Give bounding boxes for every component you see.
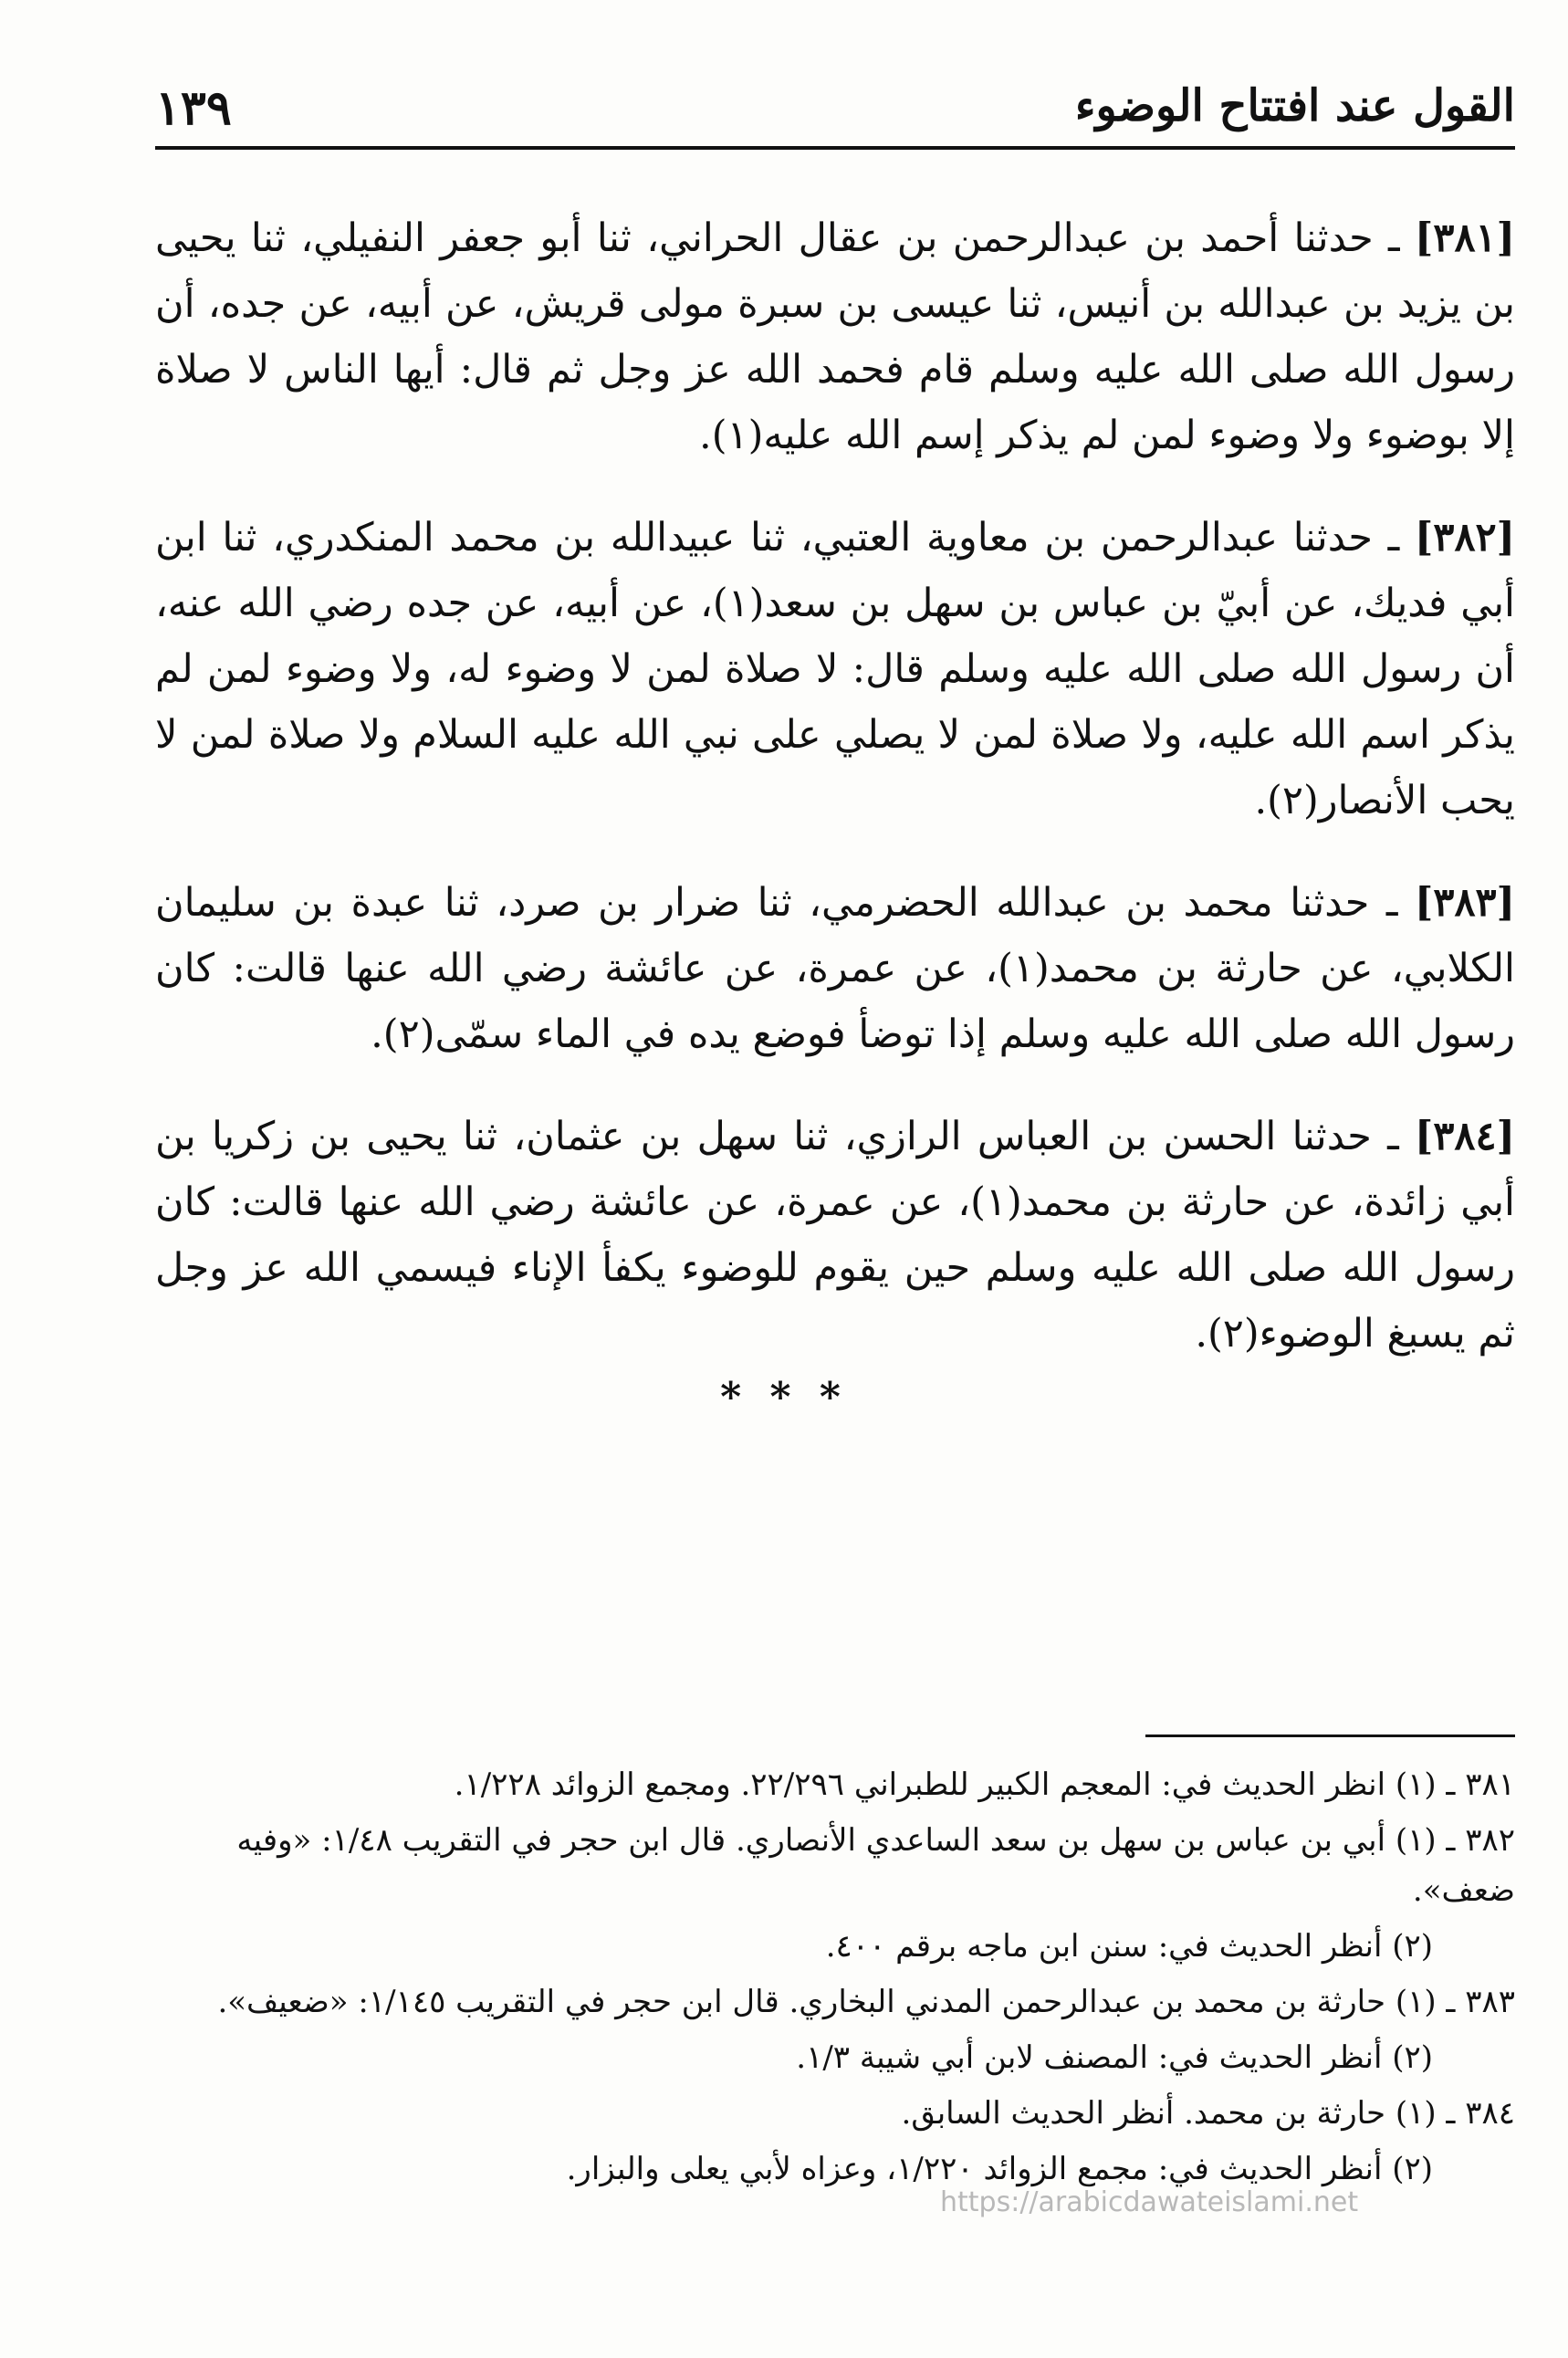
hadith-entry xyxy=(155,870,1515,1067)
hadith-text: ـ حدثنا أحمد بن عبدالرحمن بن عقال الحراني، ثنا أبو جعفر النفيلي، ثنا يحيى بن يزيد بن عبدالله بن أنيس، ثنا عيسى بن سبرة مولى قريش، عن أبيه، عن جده، أن رسول الله صلى الله عليه وسلم قام فحمد الله عز وجل ثم قال: أيها الناس لا صلاة إلا بوضوء ولا وضوء لمن لم يذكر إسم الله عليه(١). xyxy=(155,215,1515,458)
footnote: ٣٨٣ ـ (١) حارثة بن محمد بن عبدالرحمن المدني البخاري. قال ابن حجر في التقريب ١/١٤٥: «ضعيف». xyxy=(217,1984,1515,2020)
hadith-number: [٣٨٤] xyxy=(1414,1114,1515,1159)
footnote: (٢) أنظر الحديث في: مجمع الزوائد ١/٢٢٠، وعزاه لأبي يعلى والبزار. xyxy=(566,2151,1433,2187)
footnotes xyxy=(155,1760,1515,2200)
page-number: ١٣٩ xyxy=(155,80,232,136)
footnote: (٢) أنظر الحديث في: المصنف لابن أبي شيبة ١/٣. xyxy=(796,2039,1433,2076)
footnote-rule xyxy=(1145,1734,1515,1737)
hadith-entry xyxy=(155,505,1515,833)
watermark: https://arabicdawateislami.net xyxy=(940,2186,1359,2218)
footnote: ٣٨٤ ـ (١) حارثة بن محمد. أنظر الحديث السابق. xyxy=(901,2095,1515,2132)
hadith-text: ـ حدثنا الحسن بن العباس الرازي، ثنا سهل بن عثمان، ثنا يحيى بن زكريا بن أبي زائدة، عن حارثة بن محمد(١)، عن عمرة، عن عائشة رضي الله عنها قالت: كان رسول الله صلى الله عليه وسلم حين يقوم للوضوء يكفأ الإناء فيسمي الله عز وجل ثم يسبغ الوضوء(٢). xyxy=(155,1114,1516,1357)
hadith-entry xyxy=(155,205,1515,468)
footnote: (٢) أنظر الحديث في: سنن ابن ماجه برقم ٤٠٠. xyxy=(825,1928,1433,1965)
hadith-body xyxy=(155,205,1515,1403)
hadith-number: [٣٨١] xyxy=(1414,215,1515,261)
hadith-text: ـ حدثنا عبدالرحمن بن معاوية العتبي، ثنا عبيدالله بن محمد المنكدري، ثنا ابن أبي فديك، عن أبيّ بن عباس بن سهل بن سعد(١)، عن أبيه، عن جده رضي الله عنه، أن رسول الله صلى الله عليه وسلم قال: لا صلاة لمن لا وضوء له، ولا وضوء لمن لم يذكر اسم الله عليه، ولا صلاة لمن لا يصلي على نبي الله عليه السلام ولا صلاة لمن لا يحب الأنصار(٢). xyxy=(155,515,1515,823)
hadith-text: ـ حدثنا محمد بن عبدالله الحضرمي، ثنا ضرار بن صرد، ثنا عبدة بن سليمان الكلابي، عن حارثة بن محمد(١)، عن عمرة، عن عائشة رضي الله عنها قالت: كان رسول الله صلى الله عليه وسلم إذا توضأ فوضع يده في الماء سمّى(٢). xyxy=(155,880,1515,1057)
running-title: القول عند افتتاح الوضوء xyxy=(1074,80,1515,131)
hadith-entry xyxy=(155,1104,1515,1367)
footnote: ٣٨١ ـ (١) انظر الحديث في: المعجم الكبير للطبراني ٢٢/٢٩٦. ومجمع الزوائد ١/٢٢٨. xyxy=(454,1766,1515,1803)
hadith-number: [٣٨٣] xyxy=(1415,880,1516,926)
page-header xyxy=(155,64,1515,150)
section-separator: * * * xyxy=(720,1374,848,1420)
footnote: ٣٨٢ ـ (١) أبي بن عباس بن سهل بن سعد الساعدي الأنصاري. قال ابن حجر في التقريب ١/٤٨: «وفيه ضعف». xyxy=(236,1822,1515,1909)
hadith-number: [٣٨٢] xyxy=(1414,515,1515,561)
